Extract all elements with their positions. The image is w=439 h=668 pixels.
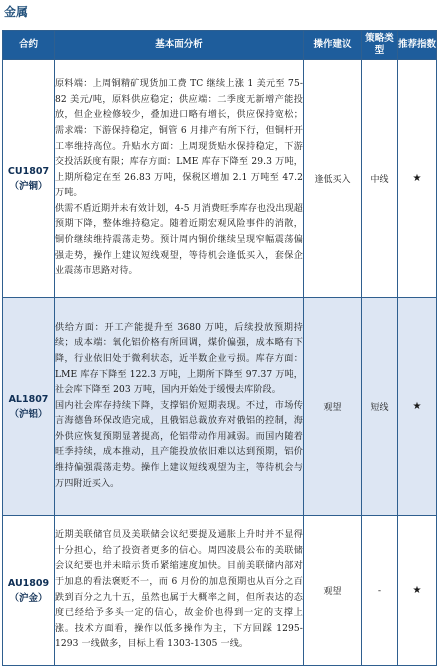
contract-cell	[3, 60, 55, 298]
analysis-cell	[55, 298, 304, 516]
table-header-row	[3, 31, 437, 60]
contract-cell	[3, 516, 55, 666]
header-analysis: 基本面分析	[55, 31, 304, 60]
rating-cell: ★	[398, 60, 437, 298]
strategy-cell: 中线	[362, 60, 398, 298]
metals-table	[2, 30, 437, 666]
analysis-cell	[55, 516, 304, 666]
header-contract: 合约	[3, 31, 55, 60]
contract-code: AL1807	[8, 393, 49, 405]
analysis-text	[55, 321, 303, 493]
suggestion-cell: 逢低买入	[304, 60, 362, 298]
contract-code: AU1809	[7, 577, 50, 589]
contract-name: （沪铝）	[9, 408, 48, 420]
rating-cell: ★	[398, 298, 437, 516]
header-suggestion: 操作建议	[304, 31, 362, 60]
analysis-text	[55, 528, 303, 653]
analysis-cell	[55, 60, 304, 298]
analysis-text	[55, 77, 303, 280]
table-row-al	[3, 298, 437, 516]
section-title: 金属	[4, 5, 29, 19]
strategy-cell: 短线	[362, 298, 398, 516]
analysis-paragraph: 国内社会库存持续下降，支撑铝价短期表现。不过，市场传言海德鲁环保改造完成，且俄铝总裁放弃对俄铝的控制，海外供应恢复预期显著提高，伦铝带动作用减弱。而国内随着旺季持续，成本推动，且产能投放依旧难以达到预期，铝价维持偏强震荡走势。操作上建议短线观望为主，等待机会与万四附近买入。	[55, 400, 303, 489]
analysis-paragraph: 供给方面：开工产能提升至 3680 万吨，后续投放预期持续；成本端：氧化铝价格有所回调，煤价偏强，成本略有下降，行业依旧处于微利状态，近半数企业亏损。库存方面：LME 库存下降至 122.3 万吨，上期所下降至 97.37 万吨，社会库下降至 203 万吨，国内开始处于缓慢去库阶段。	[55, 322, 303, 396]
analysis-paragraph: 近期美联储官员及美联储会议纪要提及通胀上升时并不显得十分担心，给了投资者更多的信心。周四凌晨公布的美联储会议纪要也并未暗示货币紧缩速度加快。目前美联储内部对于加息的看法褒贬不一，而 6 月份的加息预期也从百分之百跌到百分之九十五，虽然也属于大概率之间，但所表达的态度已经给予多头一定的信心，故金价也得到一定的支撑上涨。技术方面看，操作以低多操作为主，下方回踩 1295-1293 一线做多，目标上看 1303-1305 一线。	[55, 530, 303, 650]
suggestion-cell: 观望	[304, 298, 362, 516]
strategy-cell: -	[362, 516, 398, 666]
suggestion-cell: 观望	[304, 516, 362, 666]
rating-cell: ★	[398, 516, 437, 666]
table-row-cu	[3, 60, 437, 298]
header-rating: 推荐指数	[398, 31, 437, 60]
contract-code: CU1807	[7, 165, 50, 177]
table-row-au	[3, 516, 437, 666]
contract-cell	[3, 298, 55, 516]
analysis-paragraph: 供需不盾近期并未有效计划，4-5 月消费旺季库存也没出现超预期下降，整体维持稳定。随着近期宏观风险事件的消散，铜价继续维持震荡走势。预计周内铜价继续呈现窄幅震荡偏强走势，操作上建议短线观望，等待机会逢低买入，套保企业震荡市思路对待。	[55, 203, 303, 277]
header-strategy: 策略类型	[362, 31, 398, 60]
contract-name: （沪铜）	[9, 180, 48, 192]
analysis-paragraph: 原料端：上周铜精矿现货加工费 TC 继续上涨 1 美元至 75-82 美元/吨，原料供应稳定；供应端：二季度无新增产能投放，但企业检修较少，叠加进口略有增长，供应保持宽松；需求端：下游保持稳定，铜管 6 月排产有所下行，但铜杆开工率维持高位。升贴水方面：上周现货贴水保持稳定，下游交投活跃度有限；库存方面：LME 库存下降至 29.3 万吨，上期所稳定在至 26.83 万吨，保税区增加 2.1 万吨至 47.2 万吨。	[55, 79, 303, 199]
contract-name: （沪金）	[9, 592, 48, 604]
